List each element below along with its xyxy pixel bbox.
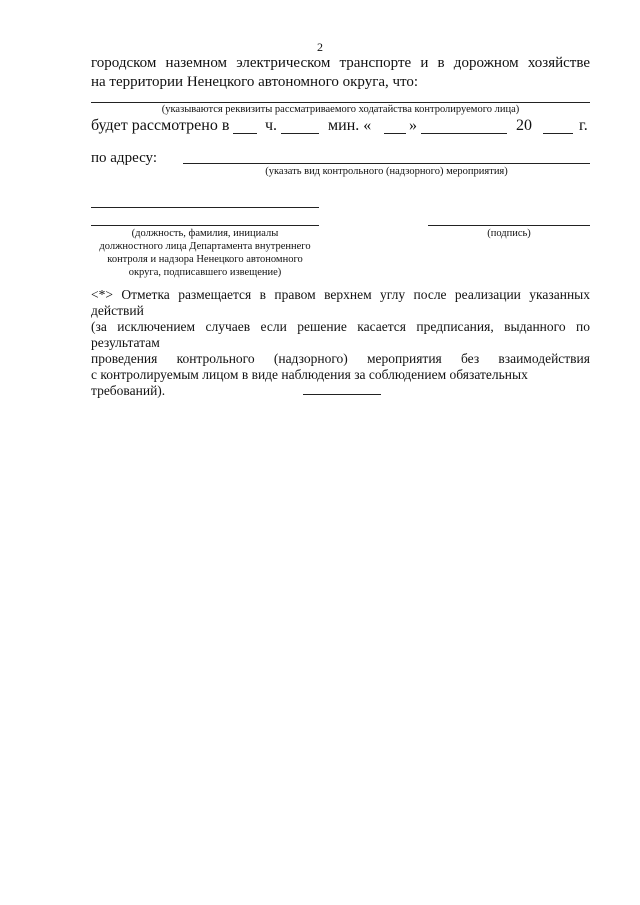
year-blank xyxy=(543,133,573,134)
address-label: по адресу: xyxy=(91,150,158,166)
footnote-line-1: <*> Отметка размещается в правом верхнем углу после реализации указанных действий xyxy=(91,287,590,318)
close-quote: » xyxy=(409,117,417,134)
intro-line-1: городском наземном электрическом транспорте и в дорожном хозяйстве xyxy=(91,55,590,71)
official-caption-line-4: округа, подписавшего извещение) xyxy=(128,267,282,278)
review-row xyxy=(91,116,601,138)
year-suffix: г. xyxy=(579,117,588,134)
page-number: 2 xyxy=(317,40,323,54)
year-prefix: 20 xyxy=(516,117,532,134)
official-caption-line-1: (должность, фамилия, инициалы xyxy=(131,228,279,239)
day-blank xyxy=(384,133,406,134)
details-caption: (указываются реквизиты рассматриваемого ходатайства контролируемого лица) xyxy=(161,104,520,115)
footnote-line-3: проведения контрольного (надзорного) мероприятия без взаимодействия xyxy=(91,351,590,366)
hours-blank xyxy=(233,133,257,134)
hours-label: ч. xyxy=(265,117,278,134)
minutes-blank xyxy=(281,133,319,134)
minutes-label: мин. « xyxy=(328,117,372,134)
official-caption xyxy=(91,227,319,279)
official-caption-line-3: контроля и надзора Ненецкого автономного xyxy=(107,254,303,265)
intro-line-2: на территории Ненецкого автономного округа, что: xyxy=(91,74,419,90)
footnote-line-2: (за исключением случаев если решение касается предписания, выданного по результатам xyxy=(91,319,590,350)
address-caption: (указать вид контрольного (надзорного) мероприятия) xyxy=(265,166,508,177)
review-text: будет рассмотрено в xyxy=(91,117,230,134)
footnote-line-4: с контролируемым лицом в виде наблюдения за соблюдением обязательных требований). xyxy=(91,367,528,398)
month-blank xyxy=(421,133,507,134)
address-line xyxy=(183,163,590,164)
closing-rule xyxy=(303,394,381,395)
signature-line xyxy=(428,225,590,226)
official-line xyxy=(91,225,319,226)
official-line-upper xyxy=(91,207,319,208)
footnote xyxy=(91,287,590,399)
official-caption-line-2: должностного лица Департамента внутреннего xyxy=(99,241,311,252)
signature-caption: (подпись) xyxy=(487,228,531,239)
